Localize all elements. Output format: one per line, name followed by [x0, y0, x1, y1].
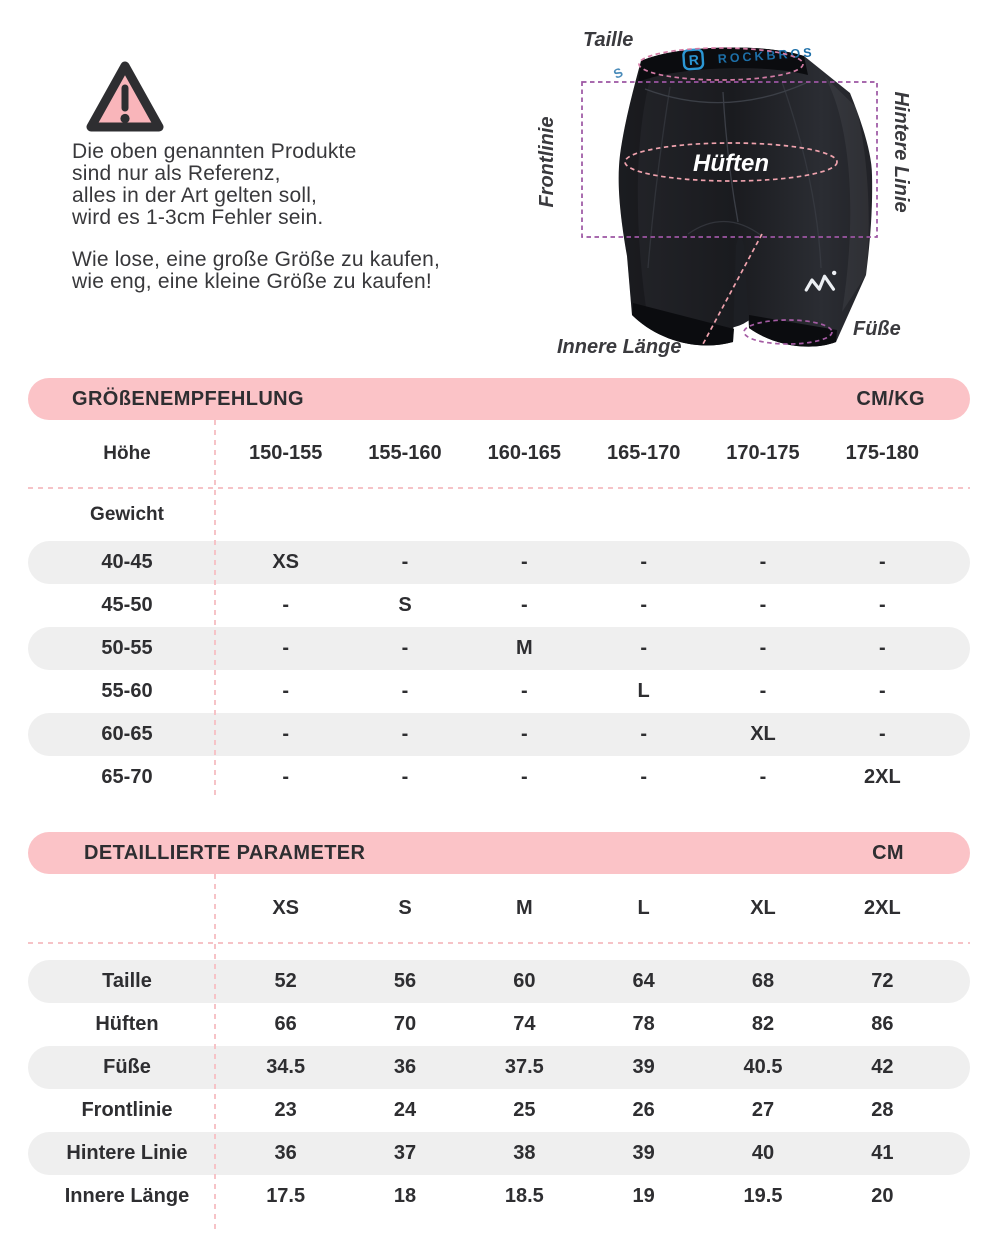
table-cell: 60 [513, 970, 536, 992]
table-cell: - [401, 766, 409, 788]
table-cell: 78 [632, 1013, 655, 1035]
table-cell: - [282, 723, 289, 745]
column-header: M [515, 896, 533, 919]
waistband-brand-text: ROCKBROS [717, 45, 815, 67]
table-cell: - [401, 551, 409, 573]
table-cell: - [640, 551, 647, 573]
row-label: Frontlinie [81, 1099, 173, 1121]
size-table-unit: CM/KG [856, 387, 925, 410]
table-row [28, 1003, 970, 1046]
table-cell: - [878, 637, 886, 659]
table-cell: 36 [274, 1142, 297, 1164]
table-cell: 25 [513, 1099, 536, 1121]
table-cell: - [640, 594, 647, 616]
label-innere-laenge: Innere Länge [557, 336, 682, 357]
table-cell: 20 [871, 1185, 894, 1207]
table-cell: M [515, 637, 533, 659]
table-cell: - [282, 680, 289, 702]
row-label: Innere Länge [64, 1185, 190, 1207]
table-cell: - [759, 637, 767, 659]
table-cell: 26 [632, 1099, 655, 1121]
column-header: XL [750, 896, 776, 919]
column-header: 150-155 [248, 442, 323, 464]
table-cell: S [398, 594, 412, 616]
column-header: 155-160 [368, 442, 442, 464]
column-header: 2XL [863, 896, 901, 919]
column-header: L [637, 896, 650, 919]
label-fuesse: Füße [853, 318, 901, 340]
table-cell: 41 [871, 1142, 894, 1164]
table-cell: - [759, 766, 767, 788]
notice-line: Wie lose, eine große Größe zu kaufen, [72, 248, 441, 271]
table-cell: 34.5 [266, 1056, 306, 1078]
table-cell: 37.5 [504, 1056, 544, 1078]
column-header: XS [272, 896, 299, 919]
table-cell: 74 [513, 1013, 536, 1035]
label-frontlinie: Frontlinie [536, 116, 558, 208]
table-row [28, 541, 970, 584]
row-label: 40-45 [101, 551, 153, 573]
notice-line: wie eng, eine kleine Größe zu kaufen! [72, 270, 432, 293]
table-cell: 24 [393, 1099, 417, 1121]
param-table-column-header-row [28, 874, 970, 942]
table-cell: 39 [632, 1142, 655, 1164]
row-label: Füße [103, 1056, 151, 1078]
table-cell: 17.5 [266, 1185, 306, 1207]
dashed-divider [214, 874, 216, 1230]
notice-line: sind nur als Referenz, [72, 162, 281, 185]
table-cell: 64 [632, 970, 655, 992]
notice-text [72, 141, 440, 293]
table-cell: - [640, 766, 647, 788]
table-cell: L [637, 680, 650, 702]
table-row [28, 1089, 970, 1132]
row-label: 55-60 [101, 680, 153, 702]
row-label: 65-70 [101, 766, 153, 788]
table-cell: - [520, 766, 528, 788]
waistband-logo-letter: R [688, 51, 700, 69]
size-table-header-bar [28, 378, 970, 420]
shorts-measurement-diagram [520, 12, 990, 357]
table-cell: 39 [632, 1056, 655, 1078]
waistband-brand-fragment: S [611, 64, 626, 82]
table-cell: - [282, 766, 289, 788]
table-cell: 36 [393, 1056, 417, 1078]
table-cell: - [401, 680, 409, 702]
table-cell: - [878, 551, 886, 573]
table-row [28, 584, 970, 627]
table-cell: 18 [393, 1185, 417, 1207]
height-axis-label: Höhe [103, 442, 151, 464]
table-cell: 66 [274, 1013, 297, 1035]
table-row [28, 756, 970, 799]
label-hueften: Hüften [693, 150, 769, 177]
table-cell: - [878, 680, 886, 702]
table-cell: - [878, 723, 886, 745]
table-cell: - [878, 594, 886, 616]
table-row [28, 1046, 970, 1089]
table-cell: - [282, 637, 289, 659]
param-table-unit: CM [872, 841, 904, 864]
table-row [28, 960, 970, 1003]
size-table-column-header-row [28, 420, 970, 487]
table-row [28, 1175, 970, 1218]
table-row [28, 713, 970, 756]
table-cell: 52 [274, 970, 297, 992]
notice-line: Die oben genannten Produkte [72, 140, 357, 163]
table-row [28, 1132, 970, 1175]
table-cell: 19.5 [743, 1185, 783, 1207]
weight-axis-row [28, 488, 970, 542]
dashed-divider [28, 942, 970, 944]
weight-axis-label: Gewicht [90, 504, 164, 525]
table-cell: XS [272, 551, 299, 573]
table-cell: 82 [751, 1013, 775, 1035]
table-cell: 40.5 [743, 1056, 783, 1078]
table-cell: - [640, 723, 647, 745]
label-taille: Taille [583, 29, 634, 51]
table-cell: 72 [871, 970, 894, 992]
table-cell: 2XL [863, 766, 901, 788]
row-label: 60-65 [101, 723, 153, 745]
table-cell: - [520, 723, 528, 745]
table-cell: 56 [393, 970, 417, 992]
table-cell: 23 [274, 1099, 297, 1121]
param-table-title: DETAILLIERTE PARAMETER [84, 841, 366, 864]
dashed-divider [214, 420, 216, 800]
table-cell: 86 [871, 1013, 894, 1035]
table-cell: - [520, 594, 528, 616]
table-cell: XL [750, 723, 776, 745]
table-cell: 28 [871, 1099, 894, 1121]
table-cell: 37 [393, 1142, 417, 1164]
notice-line: alles in der Art gelten soll, [72, 184, 318, 207]
table-cell: 18.5 [504, 1185, 544, 1207]
table-cell: - [401, 723, 409, 745]
column-header: 170-175 [726, 442, 800, 464]
table-cell: 70 [393, 1013, 417, 1035]
row-label: Taille [102, 970, 152, 992]
table-row [28, 627, 970, 670]
table-cell: - [759, 594, 767, 616]
table-cell: - [759, 680, 767, 702]
table-cell: - [520, 680, 528, 702]
table-cell: 42 [871, 1056, 894, 1078]
table-row [28, 670, 970, 713]
label-hintere-linie: Hintere Linie [890, 91, 912, 213]
size-table-title: GRÖßENEMPFEHLUNG [72, 387, 304, 410]
table-cell: - [282, 594, 289, 616]
table-cell: 38 [513, 1142, 536, 1164]
warning-icon [84, 56, 166, 140]
table-cell: - [640, 637, 647, 659]
table-cell: 40 [751, 1142, 775, 1164]
table-cell: 27 [751, 1099, 775, 1121]
table-cell: - [401, 637, 409, 659]
row-label: 50-55 [101, 637, 153, 659]
table-cell: 19 [632, 1185, 655, 1207]
column-header: 175-180 [845, 442, 920, 464]
column-header: S [398, 896, 412, 919]
row-label: Hintere Linie [66, 1142, 188, 1164]
table-cell: - [759, 551, 767, 573]
notice-line: wird es 1-3cm Fehler sein. [72, 206, 324, 229]
column-header: 165-170 [606, 442, 681, 464]
table-cell: 68 [751, 970, 775, 992]
row-label: 45-50 [101, 594, 153, 616]
row-label: Hüften [95, 1013, 159, 1035]
table-cell: - [520, 551, 528, 573]
param-table-header-bar [28, 832, 970, 874]
column-header: 160-165 [487, 442, 562, 464]
